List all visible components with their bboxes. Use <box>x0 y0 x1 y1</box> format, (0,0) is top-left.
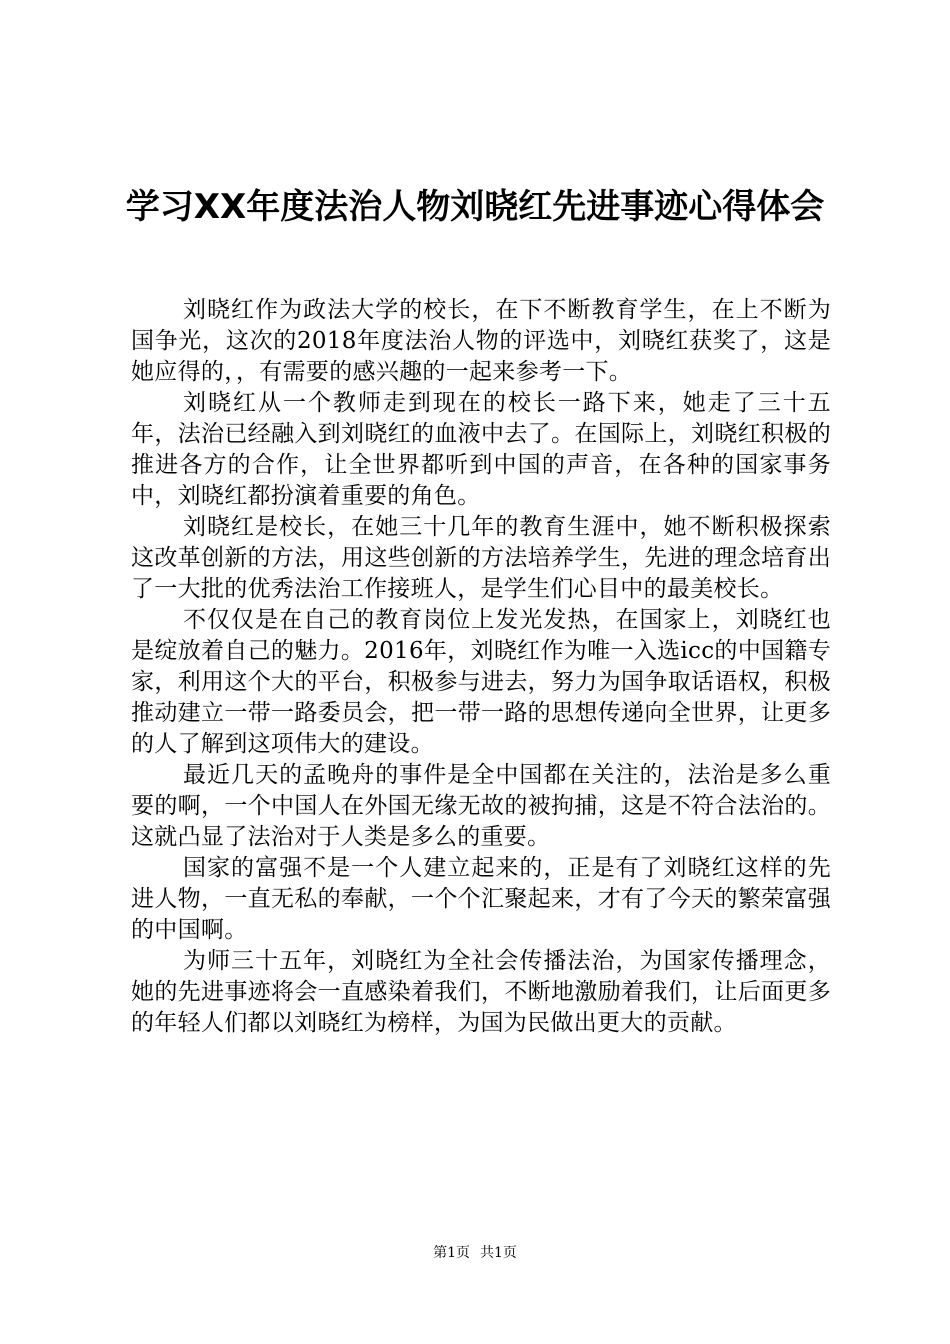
document-body <box>131 295 831 1039</box>
page-total: 共1页 <box>480 1245 517 1261</box>
page-footer <box>0 1243 950 1263</box>
paragraph-7: 为师三十五年，刘晓红为全社会传播法治，为国家传播理念，她的先进事迹将会一直感染着我们，不断地激励着我们，让后面更多的年轻人们都以刘晓红为榜样，为国为民做出更大的贡献。 <box>131 948 831 1036</box>
document-title: 学习XX年度法治人物刘晓红先进事迹心得体会 <box>125 187 825 227</box>
paragraph-1: 刘晓红作为政法大学的校长，在下不断教育学生，在上不断为国争光，这次的2018年度法治人物的评选中，刘晓红获奖了，这是她应得的，，有需要的感兴趣的一起来参考一下。 <box>131 297 831 385</box>
paragraph-5: 最近几天的孟晚舟的事件是全中国都在关注的，法治是多么重要的啊，一个中国人在外国无缘无故的被拘捕，这是不符合法治的。这就凸显了法治对于人类是多么的重要。 <box>131 762 831 850</box>
page-number: 第1页 <box>433 1245 470 1261</box>
paragraph-6: 国家的富强不是一个人建立起来的，正是有了刘晓红这样的先进人物，一直无私的奉献，一个个汇聚起来，才有了今天的繁荣富强的中国啊。 <box>131 855 831 943</box>
paragraph-2: 刘晓红从一个教师走到现在的校长一路下来，她走了三十五年，法治已经融入到刘晓红的血液中去了。在国际上，刘晓红积极的推进各方的合作，让全世界都听到中国的声音，在各种的国家事务中，刘晓红都扮演着重要的角色。 <box>131 390 831 509</box>
paragraph-4: 不仅仅是在自己的教育岗位上发光发热，在国家上，刘晓红也是绽放着自己的魅力。2016年，刘晓红作为唯一入选icc的中国籍专家，利用这个大的平台，积极参与进去，努力为国争取话语权，积极推动建立一带一路委员会，把一带一路的思想传递向全世界，让更多的人了解到这项伟大的建设。 <box>131 607 831 757</box>
paragraph-3: 刘晓红是校长，在她三十几年的教育生涯中，她不断积极探索这改革创新的方法，用这些创新的方法培养学生，先进的理念培育出了一大批的优秀法治工作接班人，是学生们心目中的最美校长。 <box>131 514 831 602</box>
